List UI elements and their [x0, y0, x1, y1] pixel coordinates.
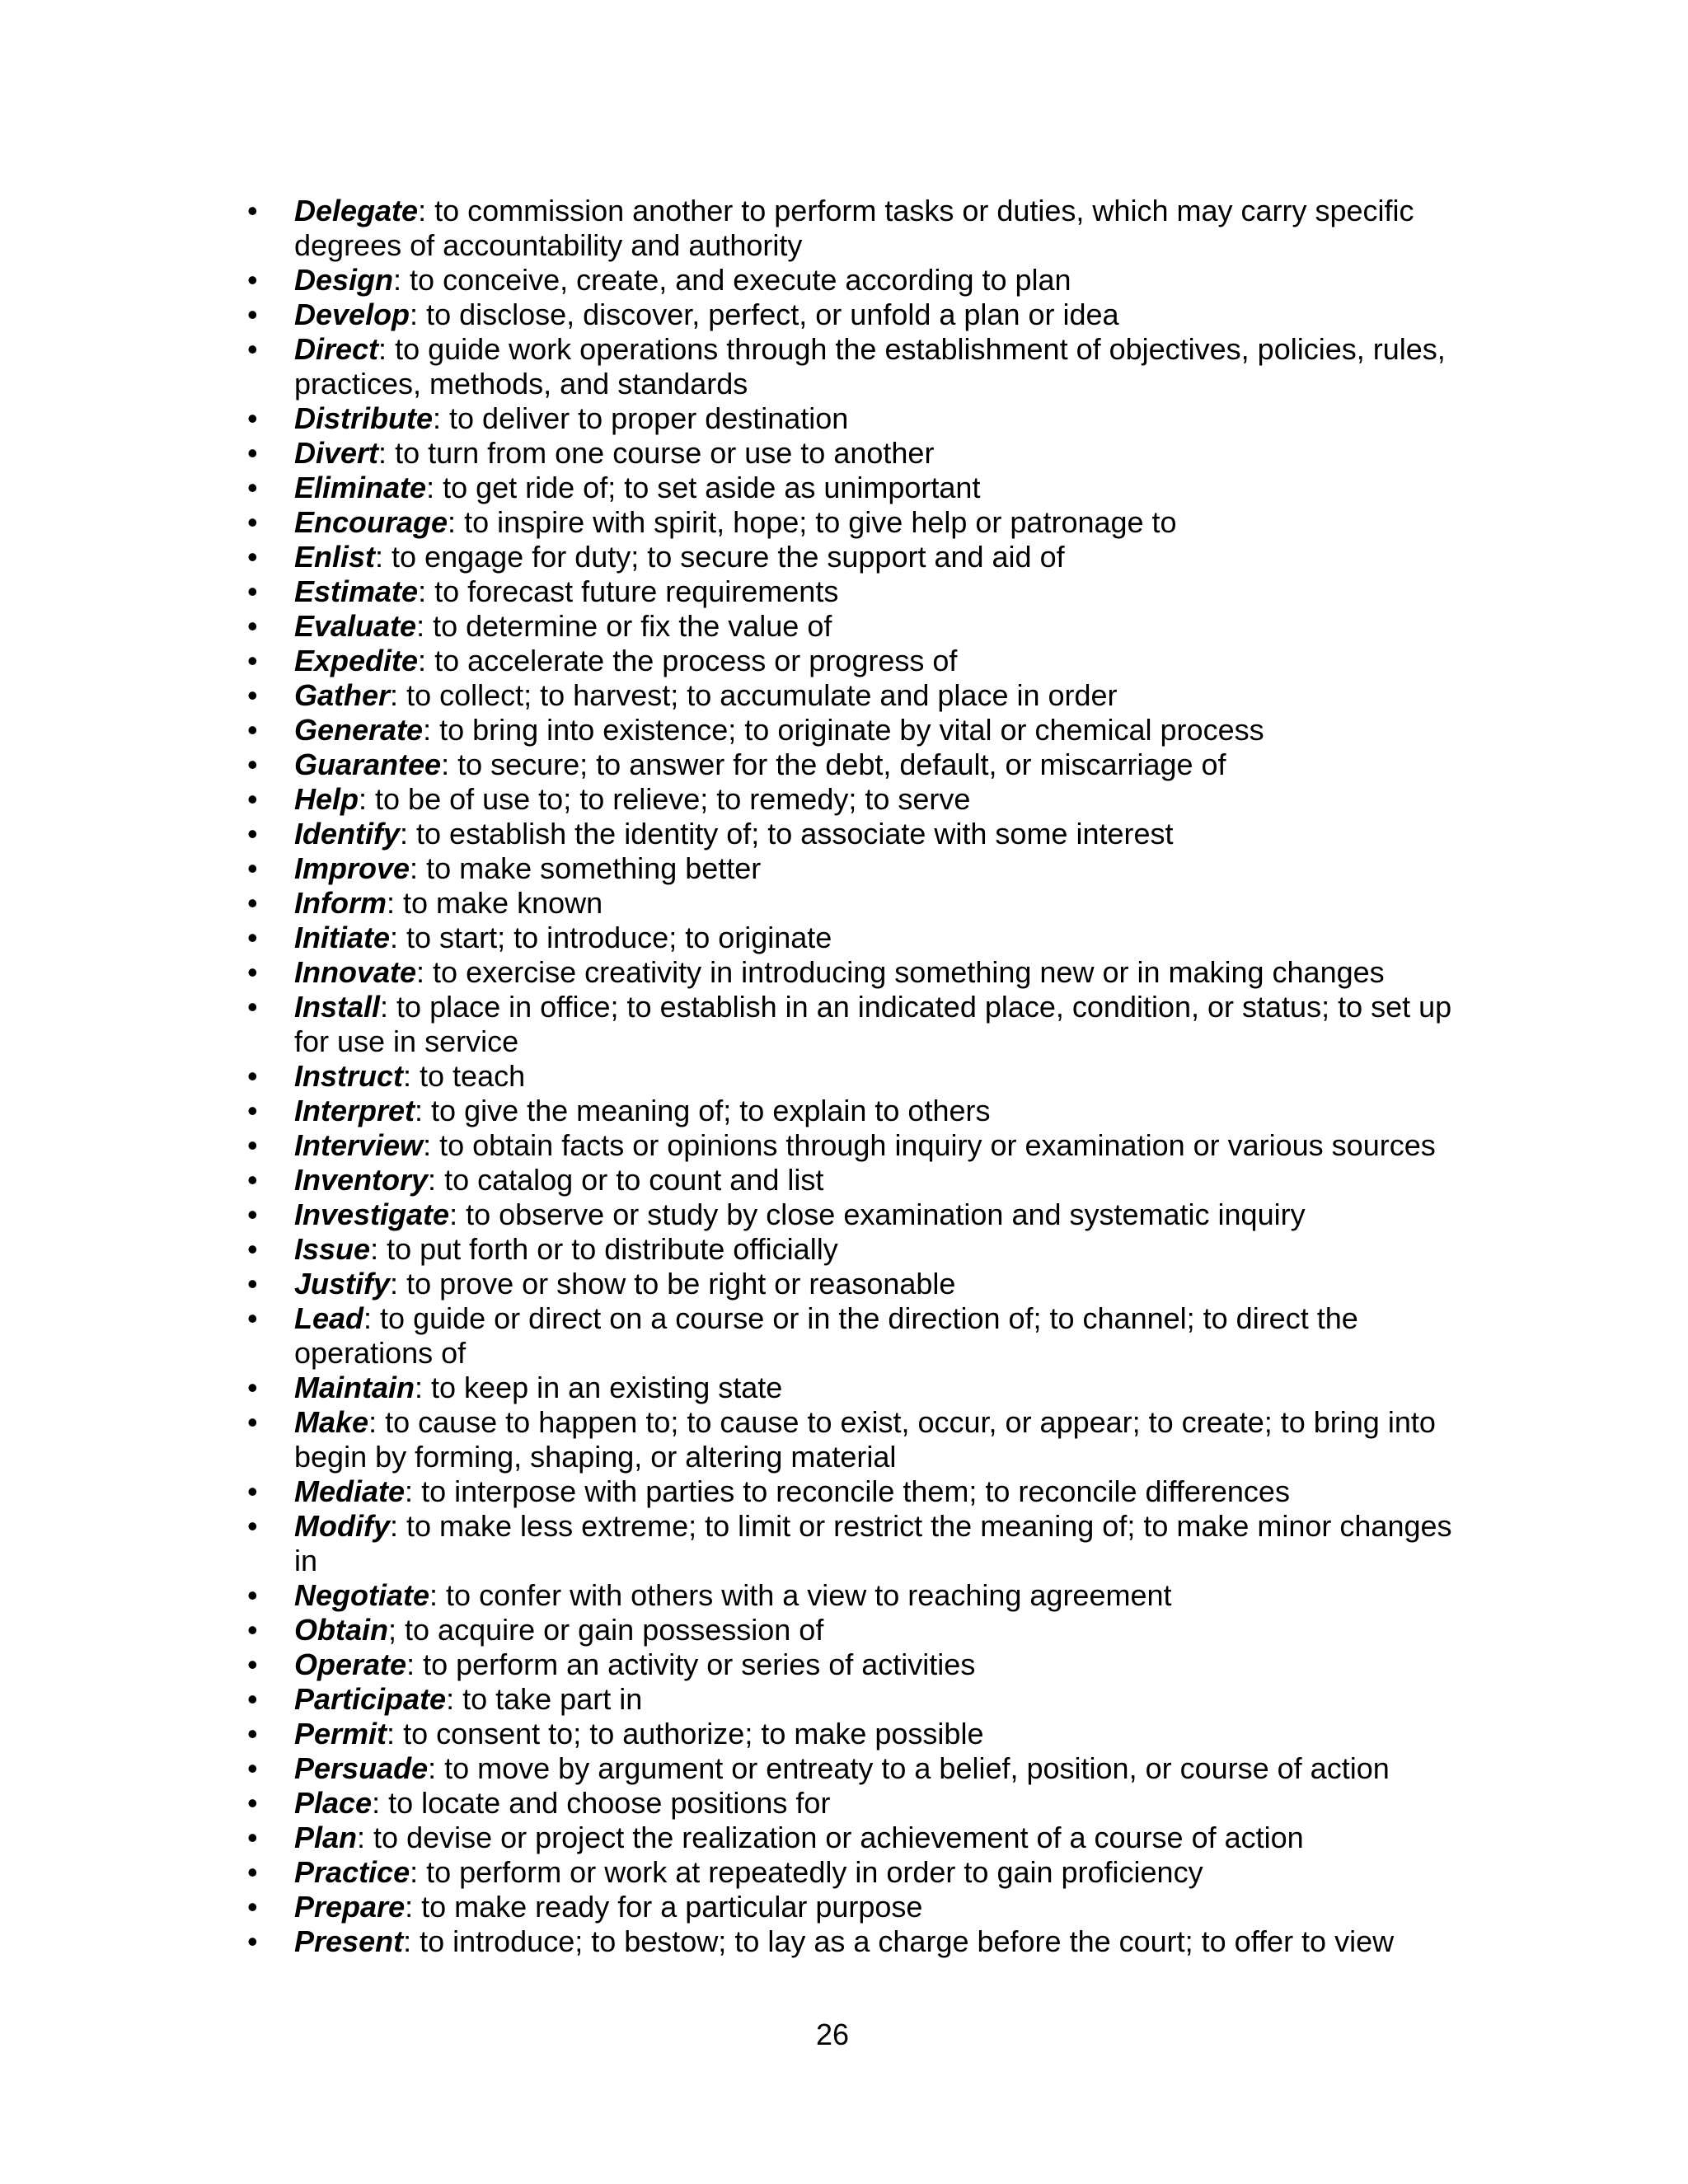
definition: to interpose with parties to reconcile them; to reconcile differences: [413, 1474, 1290, 1508]
definition: to place in office; to establish in an indicated place, condition, or status; to set up for use in service: [294, 990, 1452, 1058]
term: Justify: [294, 1267, 391, 1301]
bullet-icon: •: [247, 574, 258, 608]
bullet-icon: •: [247, 1059, 258, 1093]
definition: to guide or direct on a course or in the direction of; to channel; to direct the operations of: [294, 1301, 1358, 1370]
definition: to perform an activity or series of activities: [415, 1647, 976, 1681]
term-separator: :: [378, 436, 387, 470]
bullet-icon: •: [247, 955, 258, 989]
bullet-icon: •: [247, 921, 258, 954]
term-separator: :: [363, 1301, 373, 1335]
bullet-icon: •: [247, 851, 258, 885]
term-separator: :: [418, 574, 427, 608]
term-separator: :: [370, 1232, 379, 1266]
page-number: 26: [815, 2018, 850, 2051]
definition: to catalog or to count and list: [436, 1163, 824, 1197]
definition: to make known: [395, 886, 603, 920]
term: Guarantee: [294, 748, 442, 781]
list-item: [247, 401, 1481, 436]
term-separator: :: [423, 1128, 432, 1162]
list-item: [247, 782, 1481, 817]
list-item: [247, 1059, 1481, 1094]
bullet-icon: •: [247, 1267, 258, 1301]
definition: to introduce; to bestow; to lay as a charge before the court; to offer to view: [411, 1924, 1395, 1958]
list-item: [247, 1267, 1481, 1301]
term: Inventory: [294, 1163, 429, 1197]
term: Identify: [294, 817, 401, 851]
term-separator: :: [405, 1474, 414, 1508]
term: Expedite: [294, 644, 419, 677]
list-item: [247, 1924, 1481, 1959]
definition: to accelerate the process or progress of: [426, 644, 958, 677]
term-separator: ;: [388, 1613, 397, 1647]
definition: to secure; to answer for the debt, default, or miscarriage of: [449, 748, 1226, 781]
term-separator: :: [449, 1197, 458, 1231]
term-separator: :: [415, 1094, 424, 1127]
term: Initiate: [294, 921, 391, 954]
list-item: [247, 1301, 1481, 1371]
definition: to disclose, discover, perfect, or unfold a plan or idea: [418, 298, 1119, 331]
term: Distribute: [294, 401, 434, 435]
term: Install: [294, 990, 381, 1024]
bullet-icon: •: [247, 1405, 258, 1439]
term: Evaluate: [294, 609, 417, 643]
term-separator: :: [416, 609, 425, 643]
bullet-icon: •: [247, 1821, 258, 1854]
definition: to give the meaning of; to explain to others: [423, 1094, 991, 1127]
term-separator: :: [372, 1786, 381, 1820]
list-item: [247, 1094, 1481, 1128]
term-separator: :: [428, 1163, 437, 1197]
term-separator: :: [359, 782, 368, 816]
term-separator: :: [429, 1578, 438, 1612]
list-item: [247, 263, 1481, 298]
bullet-icon: •: [247, 1509, 258, 1543]
term: Present: [294, 1924, 404, 1958]
term-separator: :: [441, 748, 450, 781]
definition: to commission another to perform tasks or duties, which may carry specific degrees of accountability and authority: [294, 194, 1414, 262]
term-separator: :: [426, 471, 435, 504]
term: Place: [294, 1786, 373, 1820]
term: Gather: [294, 678, 391, 712]
term-separator: :: [389, 1509, 398, 1543]
term-separator: :: [405, 1890, 414, 1924]
definition: to take part in: [454, 1682, 643, 1716]
list-item: [247, 471, 1481, 505]
definition: to put forth or to distribute officially: [378, 1232, 838, 1266]
term-separator: :: [400, 817, 409, 851]
term: Estimate: [294, 574, 419, 608]
list-item: [247, 955, 1481, 990]
list-item: [247, 678, 1481, 713]
term: Instruct: [294, 1059, 404, 1093]
definition: to establish the identity of; to associate with some interest: [408, 817, 1174, 851]
definition: to turn from one course or use to another: [387, 436, 935, 470]
term: Mediate: [294, 1474, 406, 1508]
term: Persuade: [294, 1751, 429, 1785]
list-item: [247, 609, 1481, 644]
list-item: [247, 1128, 1481, 1163]
term-separator: :: [428, 1751, 437, 1785]
bullet-icon: •: [247, 644, 258, 677]
term-separator: :: [375, 540, 384, 574]
bullet-icon: •: [247, 1613, 258, 1647]
term-separator: :: [410, 298, 419, 331]
definition: to confer with others with a view to reaching agreement: [438, 1578, 1172, 1612]
list-item: [247, 921, 1481, 955]
list-item: [247, 1890, 1481, 1924]
term-separator: :: [418, 644, 427, 677]
term: Prepare: [294, 1890, 406, 1924]
definition: to forecast future requirements: [426, 574, 839, 608]
definition: to prove or show to be right or reasonable: [398, 1267, 956, 1301]
list-item: [247, 1613, 1481, 1647]
bullet-icon: •: [247, 1890, 258, 1924]
bullet-icon: •: [247, 1924, 258, 1958]
term-separator: :: [378, 332, 387, 366]
bullet-icon: •: [247, 990, 258, 1024]
list-item: [247, 1821, 1481, 1855]
bullet-icon: •: [247, 263, 258, 297]
term: Permit: [294, 1717, 387, 1750]
term: Modify: [294, 1509, 390, 1543]
term-separator: :: [403, 1924, 412, 1958]
term: Lead: [294, 1301, 364, 1335]
term-separator: :: [410, 1855, 419, 1889]
term: Interview: [294, 1128, 424, 1162]
definition: to move by argument or entreaty to a belief, position, or course of action: [436, 1751, 1390, 1785]
bullet-icon: •: [247, 1163, 258, 1197]
definition: to locate and choose positions for: [380, 1786, 831, 1820]
bullet-icon: •: [247, 332, 258, 366]
term-separator: :: [448, 505, 457, 539]
term: Encourage: [294, 505, 448, 539]
term: Innovate: [294, 955, 417, 989]
definition: to make ready for a particular purpose: [413, 1890, 923, 1924]
term: Issue: [294, 1232, 371, 1266]
bullet-icon: •: [247, 505, 258, 539]
bullet-icon: •: [247, 1751, 258, 1785]
list-item: [247, 886, 1481, 921]
bullet-icon: •: [247, 401, 258, 435]
definition: to observe or study by close examination and systematic inquiry: [457, 1197, 1306, 1231]
term: Design: [294, 263, 394, 297]
term: Obtain: [294, 1613, 388, 1647]
term-separator: :: [368, 1405, 377, 1439]
term-separator: :: [390, 678, 399, 712]
definition: to inspire with spirit, hope; to give help or patronage to: [456, 505, 1177, 539]
list-item: [247, 1232, 1481, 1267]
bullet-icon: •: [247, 1094, 258, 1127]
bullet-icon: •: [247, 471, 258, 504]
bullet-icon: •: [247, 1301, 258, 1335]
term-separator: :: [387, 886, 396, 920]
term: Maintain: [294, 1371, 415, 1404]
list-item: [247, 194, 1481, 263]
term-separator: :: [387, 1717, 396, 1750]
term-separator: :: [393, 263, 402, 297]
definition: to perform or work at repeatedly in order to gain proficiency: [418, 1855, 1203, 1889]
bullet-icon: •: [247, 817, 258, 851]
term: Interpret: [294, 1094, 415, 1127]
bullet-icon: •: [247, 713, 258, 747]
bullet-icon: •: [247, 1128, 258, 1162]
term: Direct: [294, 332, 379, 366]
definition: to determine or fix the value of: [424, 609, 832, 643]
definition: to engage for duty; to secure the support and aid of: [383, 540, 1065, 574]
list-item: [247, 713, 1481, 748]
term: Develop: [294, 298, 410, 331]
term-separator: :: [410, 851, 419, 885]
list-item: [247, 1647, 1481, 1682]
term: Improve: [294, 851, 410, 885]
definition: to get ride of; to set aside as unimportant: [434, 471, 981, 504]
term-separator: :: [403, 1059, 412, 1093]
definition: to guide work operations through the establishment of objectives, policies, rules, practices, methods, and standards: [294, 332, 1446, 401]
term-separator: :: [416, 955, 425, 989]
definitions-list: [247, 194, 1481, 1959]
list-item: [247, 1682, 1481, 1717]
list-item: [247, 748, 1481, 782]
bullet-icon: •: [247, 1578, 258, 1612]
term: Make: [294, 1405, 369, 1439]
list-item: [247, 1855, 1481, 1890]
term-separator: :: [380, 990, 389, 1024]
term: Practice: [294, 1855, 410, 1889]
definition: to devise or project the realization or achievement of a course of action: [365, 1821, 1304, 1854]
definition: to keep in an existing state: [423, 1371, 783, 1404]
term-separator: :: [446, 1682, 455, 1716]
list-item: [247, 1751, 1481, 1786]
list-item: [247, 851, 1481, 886]
term: Enlist: [294, 540, 376, 574]
list-item: [247, 990, 1481, 1059]
term-separator: :: [390, 1267, 399, 1301]
list-item: [247, 540, 1481, 574]
definition: to acquire or gain possession of: [396, 1613, 824, 1647]
definition: to cause to happen to; to cause to exist, occur, or appear; to create; to bring into begin by forming, shaping, or altering material: [294, 1405, 1436, 1474]
definition: to make less extreme; to limit or restrict the meaning of; to make minor changes in: [294, 1509, 1452, 1577]
bullet-icon: •: [247, 194, 258, 227]
term-separator: :: [390, 921, 399, 954]
list-item: [247, 1474, 1481, 1509]
bullet-icon: •: [247, 1371, 258, 1404]
bullet-icon: •: [247, 298, 258, 331]
term-separator: :: [357, 1821, 366, 1854]
term: Investigate: [294, 1197, 450, 1231]
list-item: [247, 1371, 1481, 1405]
bullet-icon: •: [247, 436, 258, 470]
bullet-icon: •: [247, 1682, 258, 1716]
bullet-icon: •: [247, 540, 258, 574]
list-item: [247, 298, 1481, 332]
term: Plan: [294, 1821, 358, 1854]
definition: to exercise creativity in introducing something new or in making changes: [424, 955, 1385, 989]
list-item: [247, 505, 1481, 540]
list-item: [247, 1717, 1481, 1751]
bullet-icon: •: [247, 1717, 258, 1750]
list-item: [247, 644, 1481, 678]
definition: to start; to introduce; to originate: [398, 921, 832, 954]
list-item: [247, 1509, 1481, 1578]
term-separator: :: [433, 401, 442, 435]
term: Participate: [294, 1682, 447, 1716]
term: Generate: [294, 713, 424, 747]
definition: to deliver to proper destination: [441, 401, 849, 435]
term: Divert: [294, 436, 379, 470]
definition: to consent to; to authorize; to make possible: [395, 1717, 984, 1750]
list-item: [247, 1786, 1481, 1821]
bullet-icon: •: [247, 782, 258, 816]
term: Delegate: [294, 194, 419, 227]
term: Help: [294, 782, 359, 816]
list-item: [247, 436, 1481, 471]
definition: to be of use to; to relieve; to remedy; to serve: [367, 782, 971, 816]
term-separator: :: [423, 713, 432, 747]
bullet-icon: •: [247, 609, 258, 643]
list-item: [247, 332, 1481, 401]
term: Eliminate: [294, 471, 427, 504]
definition: to obtain facts or opinions through inquiry or examination or various sources: [431, 1128, 1436, 1162]
term-separator: :: [406, 1647, 415, 1681]
bullet-icon: •: [247, 1474, 258, 1508]
term: Negotiate: [294, 1578, 430, 1612]
list-item: [247, 1405, 1481, 1474]
term: Inform: [294, 886, 387, 920]
term-separator: :: [418, 194, 427, 227]
bullet-icon: •: [247, 1786, 258, 1820]
list-item: [247, 817, 1481, 851]
definition: to make something better: [418, 851, 762, 885]
definition: to bring into existence; to originate by vital or chemical process: [431, 713, 1264, 747]
list-item: [247, 574, 1481, 609]
list-item: [247, 1578, 1481, 1613]
bullet-icon: •: [247, 748, 258, 781]
bullet-icon: •: [247, 1232, 258, 1266]
bullet-icon: •: [247, 1197, 258, 1231]
definition: to teach: [411, 1059, 526, 1093]
term-separator: :: [415, 1371, 424, 1404]
bullet-icon: •: [247, 678, 258, 712]
definition: to collect; to harvest; to accumulate and place in order: [398, 678, 1118, 712]
bullet-icon: •: [247, 886, 258, 920]
term: Operate: [294, 1647, 407, 1681]
bullet-icon: •: [247, 1647, 258, 1681]
list-item: [247, 1197, 1481, 1232]
definition: to conceive, create, and execute according to plan: [401, 263, 1071, 297]
bullet-icon: •: [247, 1855, 258, 1889]
list-item: [247, 1163, 1481, 1197]
